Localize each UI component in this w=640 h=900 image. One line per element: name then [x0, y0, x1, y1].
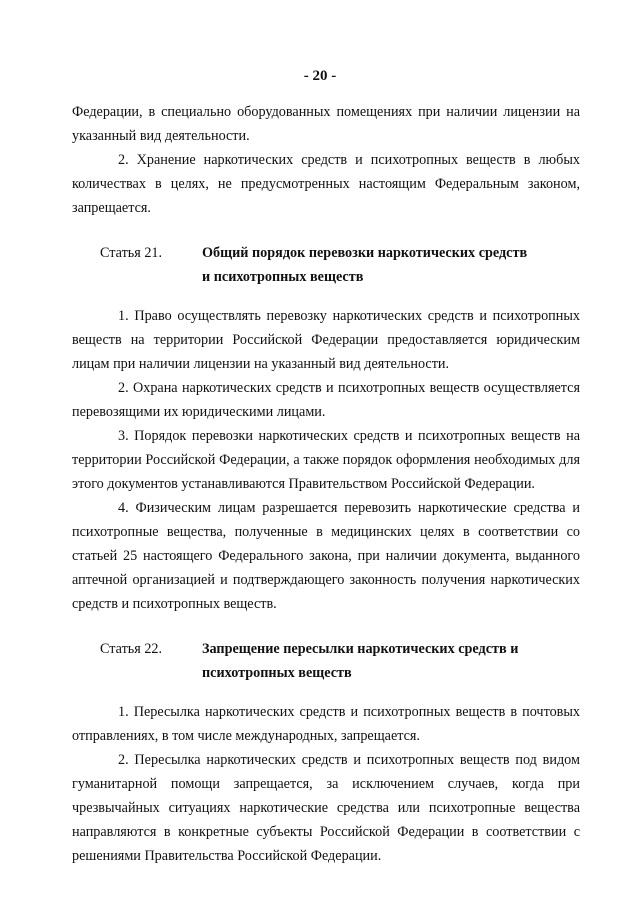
- article-21-paragraph-2: 2. Охрана наркотических средств и психотропных веществ осуществляется перевозящими их юридическими лицами.: [72, 380, 580, 420]
- page-number: - 20 -: [303, 68, 337, 84]
- article-21-heading: [72, 241, 580, 289]
- paragraph-storage-prohibition: 2. Хранение наркотических средств и психотропных веществ в любых количествах в целях, не предусмотренных настоящим Федеральным законом, запрещается.: [72, 152, 580, 216]
- paragraph-continuation: Федерации, в специально оборудованных помещениях при наличии лицензии на указанный вид деятельности.: [72, 104, 580, 144]
- article-22-heading: [72, 637, 580, 685]
- article-22-label: Статья 22.: [100, 641, 163, 657]
- article-21-paragraph-1: 1. Право осуществлять перевозку наркотических средств и психотропных веществ на территории Российской Федерации предоставляется юридическим лицам при наличии лицензии на указанный вид деятельности.: [72, 308, 580, 372]
- article-22-paragraph-2: 2. Пересылка наркотических средств и психотропных веществ под видом гуманитарной помощи запрещается, за исключением случаев, когда при чрезвычайных ситуациях наркотические средства или психотропные вещества направляются в конкретные субъекты Российской Федерации в соответствии с решениями Правительства Российской Федерации.: [72, 752, 580, 864]
- article-21-paragraph-3: 3. Порядок перевозки наркотических средств и психотропных веществ на территории Российской Федерации, а также порядок оформления необходимых для этого документов устанавливаются Правительством Российской Федерации.: [72, 428, 580, 492]
- article-21-label: Статья 21.: [100, 245, 163, 261]
- article-22-paragraph-1: 1. Пересылка наркотических средств и психотропных веществ в почтовых отправлениях, в том числе международных, запрещается.: [72, 704, 580, 744]
- document-body: [72, 100, 580, 868]
- article-22-title: Запрещение пересылки наркотических средств и психотропных веществ: [202, 641, 519, 681]
- article-21-paragraph-4: 4. Физическим лицам разрешается перевозить наркотические средства и психотропные вещества, полученные в медицинских целях в соответствии со статьей 25 настоящего Федерального закона, при наличии документа, выданного аптечной организацией и подтверждающего законность получения наркотических средств и психотропных веществ.: [72, 500, 580, 612]
- article-21-title: Общий порядок перевозки наркотических средств и психотропных веществ: [202, 245, 528, 285]
